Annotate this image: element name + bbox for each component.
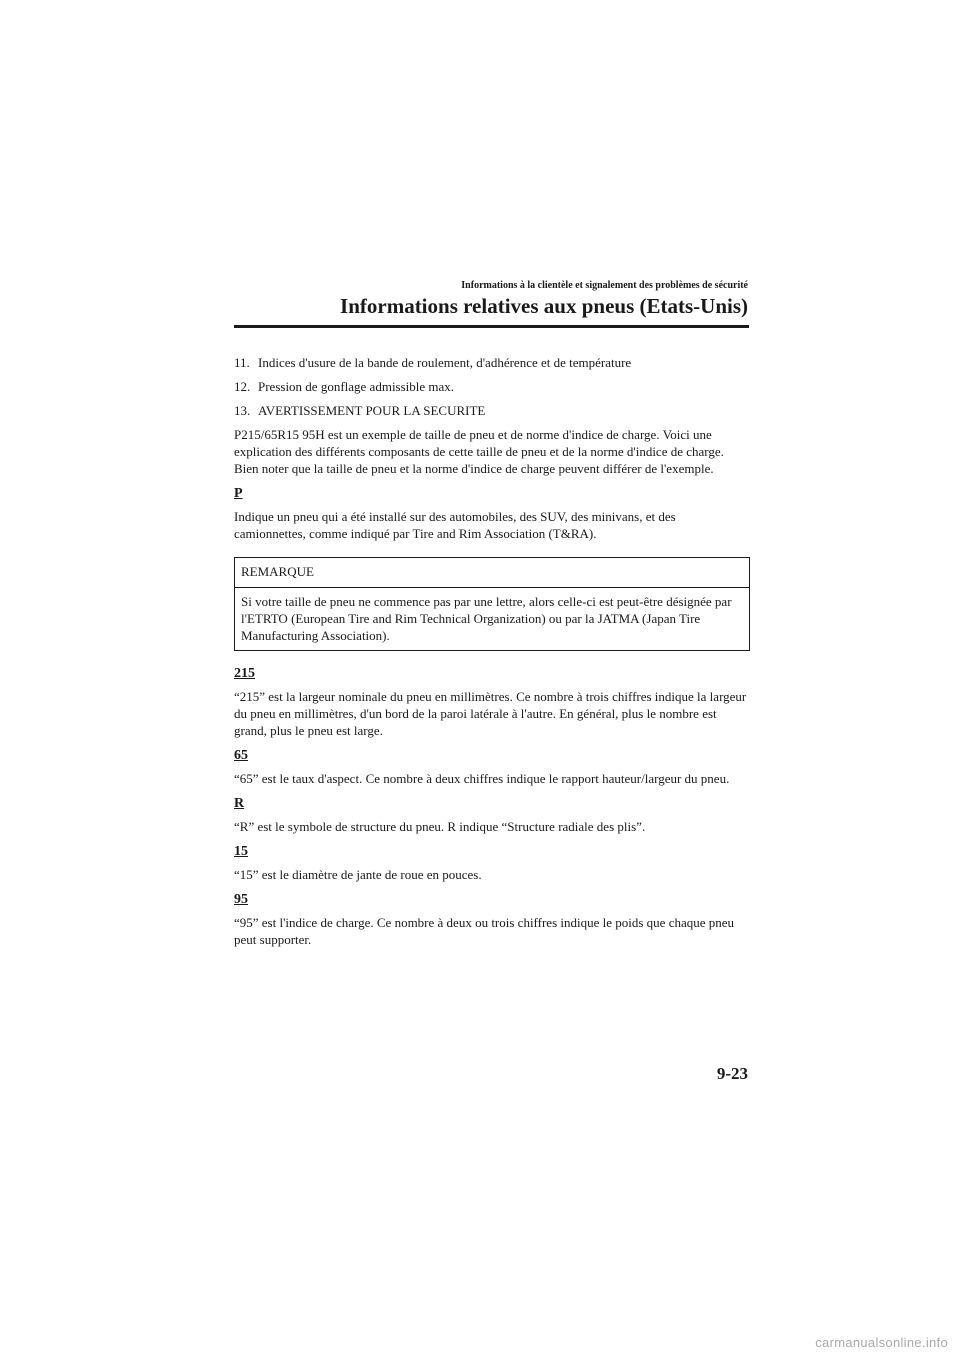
- term-heading-p: P: [234, 486, 243, 501]
- intro-paragraph: P215/65R15 95H est un exemple de taille de pneu et de norme d'indice de charge. Voici une explication des différents composants de cette taille de pneu et de la norme d'indice de charge. Bien noter que la taille de pneu et la norme d'indice de charge peuvent différer de l'exemple.: [234, 427, 724, 476]
- list-number: 12.: [234, 379, 251, 394]
- term-description-p: Indique un pneu qui a été installé sur des automobiles, des SUV, des minivans, et des camionnettes, comme indiqué par Tire and Rim Association (T&RA).: [234, 509, 676, 541]
- list-number: 13.: [234, 403, 251, 418]
- running-header-subtitle: Informations à la clientèle et signalement des problèmes de sécurité: [461, 280, 748, 291]
- term-description-215: “215” est la largeur nominale du pneu en millimètres. Ce nombre à trois chiffres indique la largeur du pneu en millimètres, d'un bord de la paroi latérale à l'autre. En général, plus le nombre est grand, plus le pneu est large.: [234, 689, 747, 738]
- note-box: [234, 557, 750, 651]
- term-heading-215: 215: [234, 666, 255, 681]
- watermark: carmanualsonline.info: [815, 1335, 948, 1350]
- list-number: 11.: [234, 355, 250, 370]
- list-text: Indices d'usure de la bande de roulement, d'adhérence et de température: [258, 355, 632, 370]
- list-text: AVERTISSEMENT POUR LA SECURITE: [258, 403, 486, 418]
- section-title: Informations relatives aux pneus (Etats-Unis): [340, 294, 748, 318]
- term-description-15: “15” est le diamètre de jante de roue en pouces.: [234, 867, 482, 882]
- term-heading-65: 65: [234, 748, 248, 763]
- term-heading-r: R: [234, 796, 245, 811]
- page-number: 9-23: [716, 1064, 748, 1083]
- note-body: Si votre taille de pneu ne commence pas par une lettre, alors celle-ci est peut-être désignée par l'ETRTO (European Tire and Rim Technical Organization) ou par la JATMA (Japan Tire Manufacturing Association).: [241, 594, 732, 643]
- page-content: [234, 354, 750, 956]
- list-item: [234, 402, 750, 419]
- term-heading-95: 95: [234, 892, 248, 907]
- term-heading-15: 15: [234, 844, 248, 859]
- header-divider: [234, 325, 749, 328]
- term-description-65: “65” est le taux d'aspect. Ce nombre à deux chiffres indique le rapport hauteur/largeur du pneu.: [234, 771, 730, 786]
- term-description-r: “R” est le symbole de structure du pneu. R indique “Structure radiale des plis”.: [234, 819, 646, 834]
- note-title: REMARQUE: [235, 558, 749, 588]
- list-item: [234, 378, 750, 395]
- list-item: [234, 354, 750, 371]
- list-text: Pression de gonflage admissible max.: [258, 379, 455, 394]
- term-description-95: “95” est l'indice de charge. Ce nombre à deux ou trois chiffres indique le poids que chaque pneu peut supporter.: [234, 915, 735, 947]
